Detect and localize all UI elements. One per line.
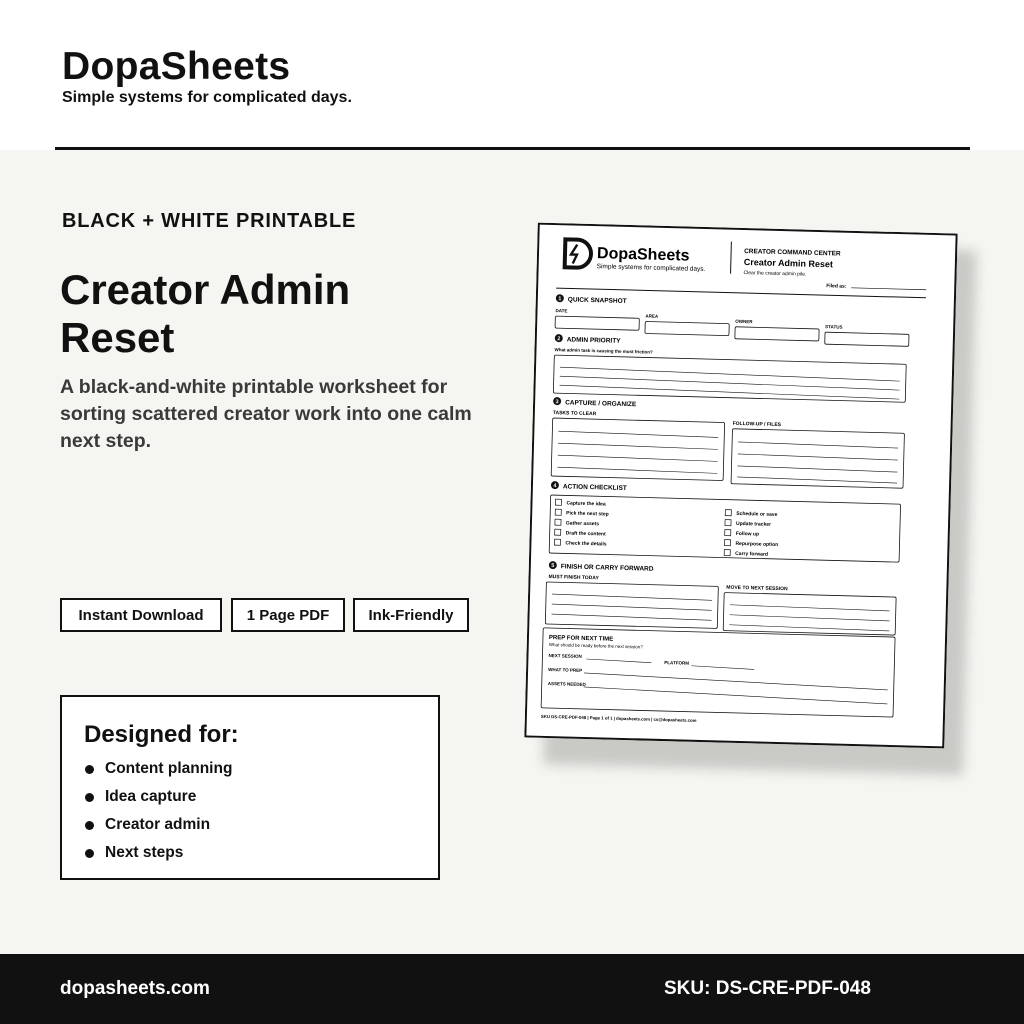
field-label: OWNER [735,318,753,325]
bullet-icon [85,765,94,774]
section-title: FINISH OR CARRY FORWARD [560,563,654,573]
checkbox[interactable] [555,509,561,515]
worksheet-filed-as: Filed as: [826,283,847,290]
worksheet-brand: DopaSheets [596,245,690,265]
list-item [84,839,232,867]
header [0,0,1024,150]
badge-instant-download: Instant Download [60,598,222,632]
section-title: CAPTURE / ORGANIZE [565,399,637,409]
worksheet-preview [524,223,957,749]
checkbox[interactable] [555,519,561,525]
column-label: TASKS TO CLEAR [552,410,597,418]
column-label: FOLLOW-UP / FILES [732,420,782,429]
checkbox[interactable] [724,550,730,556]
checklist-item: Repurpose option [735,540,779,548]
section-prompt: What admin task is causing the most friction? [554,347,653,355]
section-number: 1 [558,296,562,303]
list-item [84,811,232,839]
designed-for-title: Designed for: [84,721,239,748]
field-label: AREA [645,313,659,319]
list-item [84,755,232,783]
checklist-item: Capture the idea [566,500,606,508]
checkbox[interactable] [725,530,731,536]
section-number: 5 [551,563,555,570]
checklist-item: Schedule or save [736,510,778,518]
worksheet-subtitle: Clear the creator admin pile. [743,269,807,278]
section-title: ACTION CHECKLIST [562,483,627,493]
list-item [84,783,232,811]
badge-ink-friendly: Ink-Friendly [353,598,469,632]
field-label: DATE [555,308,568,314]
column-label: MUST FINISH TODAY [548,573,599,582]
worksheet-title: Creator Admin Reset [743,256,834,270]
checklist-item: Update tracker [735,520,772,528]
bullet-icon [85,821,94,830]
footer-sku: SKU: DS-CRE-PDF-048 [664,978,871,999]
field-label: NEXT SESSION [548,653,582,659]
brand-logo-text[interactable]: DopaSheets [62,45,291,88]
section-number: 4 [553,483,557,490]
brand-tagline: Simple systems for complicated days. [62,89,352,106]
product-title-line-2: Reset [60,314,175,361]
checklist-item: Carry forward [735,550,769,558]
checkbox[interactable] [555,529,561,535]
checklist-item: Pick the next step [566,510,609,518]
section-number: 3 [555,399,559,406]
field-label: STATUS [825,324,843,330]
product-eyebrow: BLACK + WHITE PRINTABLE [62,210,357,232]
worksheet-kicker: CREATOR COMMAND CENTER [744,248,841,258]
designed-for-panel [60,695,440,880]
field-label: ASSETS NEEDED [547,681,586,688]
checkbox[interactable] [725,520,731,526]
prep-title: PREP FOR NEXT TIME [548,635,614,643]
footer-website-link[interactable]: dopasheets.com [60,978,210,999]
column-label: MOVE TO NEXT SESSION [726,584,788,593]
list-item-label: Next steps [105,844,184,861]
checkbox[interactable] [554,539,560,545]
worksheet-footer: SKU DS-CRE-PDF-048 | Page 1 of 1 | dopasheets.com | cs@dopasheets.com [540,713,697,723]
product-title-line-1: Creator Admin [60,266,351,313]
product-title [60,266,480,362]
section-title: QUICK SNAPSHOT [567,296,627,305]
field-label: WHAT TO PREP [548,667,583,673]
worksheet-page [524,223,957,749]
header-divider [55,147,970,150]
section-title: ADMIN PRIORITY [566,336,621,345]
checklist-item: Gather assets [565,520,600,528]
checklist-item: Check the details [565,540,607,548]
list-item-label: Idea capture [105,788,197,805]
list-item-label: Content planning [105,760,233,777]
product-description: A black-and-white printable worksheet for sorting scattered creator work into one calm next step. [60,376,472,452]
bullet-icon [85,793,94,802]
checklist-item: Draft the content [565,530,606,538]
checkbox[interactable] [555,499,561,505]
checklist-item: Follow up [735,530,760,538]
prep-prompt: What should be ready before the next session? [548,642,643,650]
section-number: 2 [557,336,561,343]
list-item-label: Creator admin [105,816,211,833]
field-label: PLATFORM [664,660,690,666]
bullet-icon [85,849,94,858]
designed-for-list [84,755,232,867]
badge-page-count: 1 Page PDF [231,598,345,632]
footer-bar [0,954,1024,1024]
checkbox[interactable] [725,510,731,516]
worksheet-tagline: Simple systems for complicated days. [596,263,706,273]
checkbox[interactable] [724,540,730,546]
